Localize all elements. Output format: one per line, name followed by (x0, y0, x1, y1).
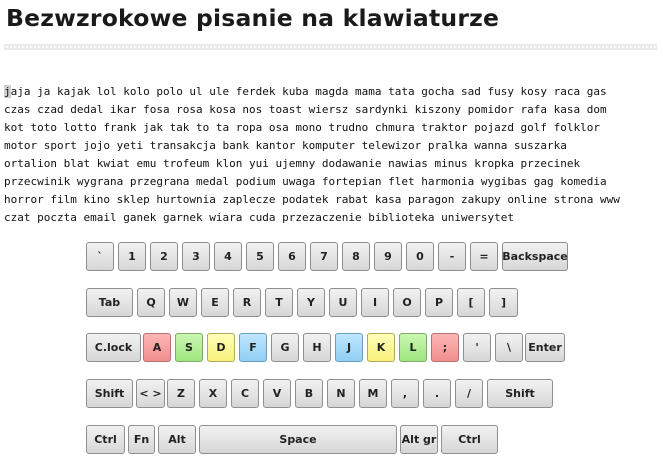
key-p[interactable]: P (425, 288, 453, 317)
key-j[interactable]: J (335, 333, 363, 362)
key-l[interactable]: L (399, 333, 427, 362)
text-line-rest: aja ja kajak lol kolo polo ul ule ferdek kuba magda mama tata gocha sad fusy kosy raca gas (10, 85, 607, 98)
key-ctrl-left[interactable]: Ctrl (86, 425, 125, 454)
key-d[interactable]: D (207, 333, 235, 362)
key-minus[interactable]: - (438, 242, 466, 271)
key-tab[interactable]: Tab (86, 288, 133, 317)
key-backslash[interactable]: \ (495, 333, 523, 362)
key-z[interactable]: Z (167, 379, 195, 408)
key-e[interactable]: E (201, 288, 229, 317)
text-line: przecwinik wygrana przegrana medal podium uwaga fortepian flet harmonia wygibas gag komedia (4, 175, 607, 188)
text-line (4, 83, 660, 101)
key-backtick[interactable]: ` (86, 242, 114, 271)
key-a[interactable]: A (143, 333, 171, 362)
key-u[interactable]: U (329, 288, 357, 317)
key-bracket-right[interactable]: ] (489, 288, 518, 317)
key-t[interactable]: T (265, 288, 293, 317)
key-backspace[interactable]: Backspace (502, 242, 568, 271)
key-8[interactable]: 8 (342, 242, 370, 271)
key-w[interactable]: W (169, 288, 197, 317)
key-comma[interactable]: , (391, 379, 419, 408)
text-line: kot toto lotto frank jak tak to ta ropa osa mono trudno chmura traktor pojazd golf folklor (4, 121, 601, 134)
key-slash[interactable]: / (455, 379, 483, 408)
title-divider (4, 44, 657, 50)
key-g[interactable]: G (271, 333, 299, 362)
key-h[interactable]: H (303, 333, 331, 362)
key-shift-right[interactable]: Shift (487, 379, 553, 408)
key-x[interactable]: X (199, 379, 227, 408)
key-ctrl-right[interactable]: Ctrl (441, 425, 498, 454)
key-period[interactable]: . (423, 379, 451, 408)
key-s[interactable]: S (175, 333, 203, 362)
key-fn[interactable]: Fn (128, 425, 155, 454)
text-line: czas czad dedal ikar fosa rosa kosa nos toast wiersz sardynki kiszony pomidor rafa kasa dom (4, 103, 607, 116)
key-angle[interactable]: < > (136, 379, 165, 408)
key-4[interactable]: 4 (214, 242, 242, 271)
text-line: motor sport jojo yeti transakcja bank kantor komputer telewizor pralka wanna suszarka (4, 139, 567, 152)
key-2[interactable]: 2 (150, 242, 178, 271)
key-q[interactable]: Q (137, 288, 165, 317)
key-c[interactable]: C (231, 379, 259, 408)
key-alt[interactable]: Alt (158, 425, 196, 454)
key-6[interactable]: 6 (278, 242, 306, 271)
key-1[interactable]: 1 (118, 242, 146, 271)
key-m[interactable]: M (359, 379, 387, 408)
key-n[interactable]: N (327, 379, 355, 408)
key-equals[interactable]: = (470, 242, 498, 271)
key-7[interactable]: 7 (310, 242, 338, 271)
key-y[interactable]: Y (297, 288, 325, 317)
key-f[interactable]: F (239, 333, 267, 362)
text-line: horror film kino sklep hurtownia zaplecze podatek rabat kasa paragon zakupy online strona www (4, 193, 620, 206)
typing-text-area (4, 83, 660, 227)
key-space[interactable]: Space (199, 425, 397, 454)
key-bracket-left[interactable]: [ (457, 288, 485, 317)
key-altgr[interactable]: Alt gr (400, 425, 438, 454)
key-o[interactable]: O (393, 288, 421, 317)
key-k[interactable]: K (367, 333, 395, 362)
page-title: Bezwzrokowe pisanie na klawiaturze (6, 4, 500, 32)
key-semicolon[interactable]: ; (431, 333, 459, 362)
current-character-cursor: j (4, 85, 11, 98)
key-0[interactable]: 0 (406, 242, 434, 271)
key-3[interactable]: 3 (182, 242, 210, 271)
key-i[interactable]: I (361, 288, 389, 317)
key-quote[interactable]: ' (463, 333, 491, 362)
key-enter[interactable]: Enter (525, 333, 565, 362)
key-capslock[interactable]: C.lock (86, 333, 141, 362)
key-b[interactable]: B (295, 379, 323, 408)
key-v[interactable]: V (263, 379, 291, 408)
key-9[interactable]: 9 (374, 242, 402, 271)
text-line: czat poczta email ganek garnek wiara cuda przezaczenie biblioteka uniwersytet (4, 211, 514, 224)
key-shift-left[interactable]: Shift (86, 379, 133, 408)
key-r[interactable]: R (233, 288, 261, 317)
text-line: ortalion blat kwiat emu trofeum klon yui ujemny dodawanie nawias minus kropka przecinek (4, 157, 581, 170)
key-5[interactable]: 5 (246, 242, 274, 271)
